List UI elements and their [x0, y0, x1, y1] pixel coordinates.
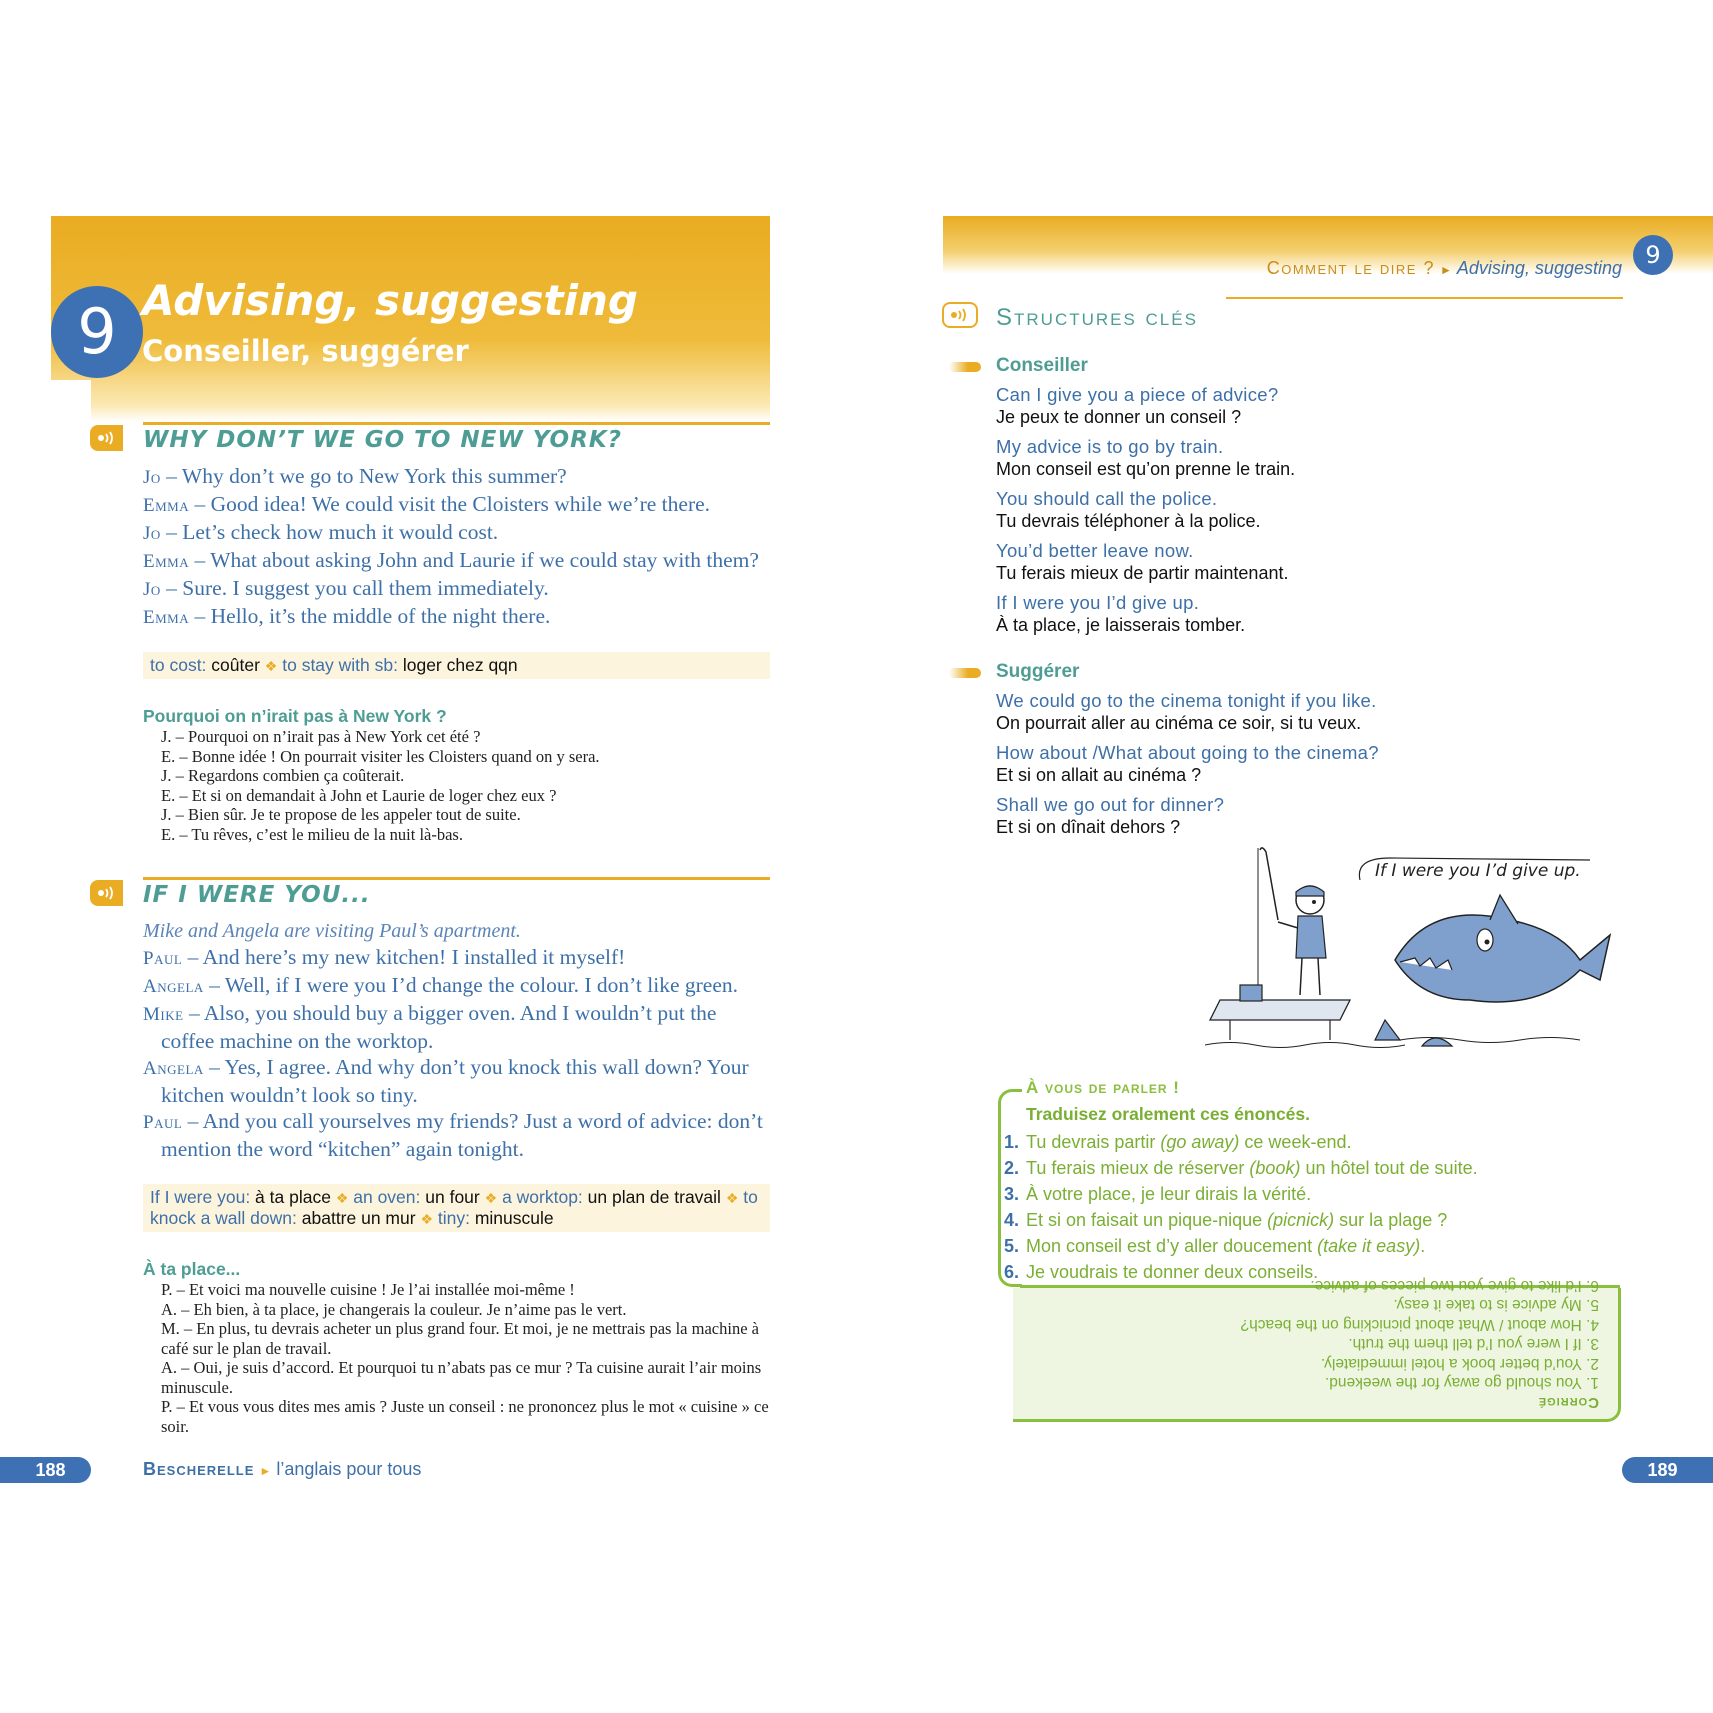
phrase-item: Can I give you a piece of advice? Je peux te donner un conseil ? [996, 384, 1279, 427]
phrase-item: We could go to the cinema tonight if you like. On pourrait aller au cinéma ce soir, si tu veux. [996, 690, 1377, 733]
translation-title: À ta place... [143, 1259, 241, 1279]
exercise-item: 3. À votre place, je leur dirais la vérité. [1004, 1184, 1312, 1204]
bullet-icon [949, 668, 981, 678]
exercise-item: 2. Tu ferais mieux de réserver (book) un hôtel tout de suite. [1004, 1158, 1478, 1178]
section-divider [143, 877, 770, 880]
answer-item: 6. I’d like to give you two pieces of advice. [1310, 1277, 1599, 1294]
exercise-instruction: Traduisez oralement ces énoncés. [1026, 1104, 1311, 1124]
dialogue-kitchen [143, 918, 773, 1162]
exercise-title: À vous de parler ! [1026, 1078, 1180, 1097]
group-title: Conseiller [996, 355, 1088, 376]
exercise-item: 5. Mon conseil est d’y aller doucement (take it easy). [1004, 1236, 1426, 1256]
phrase-item: How about /What about going to the cinema? Et si on allait au cinéma ? [996, 742, 1379, 785]
dialogue-line: Angela – Yes, I agree. And why don’t you knock this wall down? Your kitchen wouldn’t look so tiny. [143, 1055, 749, 1107]
answer-key [1013, 1277, 1621, 1422]
diamond-icon: ❖ [264, 658, 278, 674]
phrase-item: You’d better leave now. Tu ferais mieux de partir maintenant. [996, 540, 1289, 583]
page-number: 189 [1622, 1457, 1713, 1483]
dialogue-line: Jo – Why don’t we go to New York this summer? [143, 464, 567, 488]
diamond-icon: ❖ [335, 1190, 349, 1206]
phrase-list [996, 689, 1656, 845]
exercise-list [1004, 1129, 1644, 1285]
vocab-box: If I were you: à ta place ❖ an oven: un four ❖ a worktop: un plan de travail ❖ to knock a wall down: abattre un mur ❖ tiny: minuscule [143, 1184, 770, 1232]
page-number: 188 [0, 1457, 91, 1483]
vocab-box: to cost: coûter ❖ to stay with sb: loger chez qqn [143, 652, 770, 679]
answer-item: 4. How about / What about picnicking on the beach? [1240, 1316, 1599, 1333]
section-heading: IF I WERE YOU... [143, 882, 371, 908]
answer-key-label: Corrigé [1537, 1394, 1599, 1411]
translation-block: J. – Pourquoi on n’irait pas à New York cet été ? E. – Bonne idée ! On pourrait visiter les Cloisters quand on y sera. J. – Regardons combien ça coûterait. E. – Et si on demandait à John et Laurie de loger chez eux ? J. – Bien sûr. Je te propose de les appeler tout de suite. E. – Tu rêves, c’est le milieu de la nuit là-bas. [161, 727, 600, 844]
bullet-icon [949, 362, 981, 372]
exercise-item: 6. Je voudrais te donner deux conseils. [1004, 1262, 1319, 1282]
chapter-number-badge: 9 [51, 286, 143, 378]
dialogue-line: Angela – Well, if I were you I’d change the colour. I don’t like green. [143, 973, 738, 997]
audio-icon[interactable] [942, 302, 978, 328]
dialogue-line: Emma – What about asking John and Laurie if we could stay with them? [143, 548, 759, 572]
dialogue-line: Paul – And here’s my new kitchen! I installed it myself! [143, 945, 626, 969]
phrase-list [996, 383, 1656, 643]
answer-item: 1. You should go away for the weekend. [1324, 1374, 1599, 1392]
exercise-item: 4. Et si on faisait un pique-nique (picnick) sur la plage ? [1004, 1210, 1448, 1230]
audio-icon[interactable] [90, 425, 123, 451]
footer-title: Bescherelle ► l’anglais pour tous [143, 1459, 422, 1479]
translation-title: Pourquoi on n’irait pas à New York ? [143, 706, 447, 726]
diamond-icon: ❖ [725, 1190, 739, 1206]
dialogue-line: Jo – Sure. I suggest you call them immediately. [143, 576, 549, 600]
phrase-item: You should call the police. Tu devrais téléphoner à la police. [996, 488, 1261, 531]
answer-item: 3. If I were you I’d tell them the truth. [1348, 1335, 1599, 1353]
scene-description: Mike and Angela are visiting Paul’s apartment. [143, 920, 521, 942]
answer-item: 5. My advice is to take it easy. [1393, 1296, 1599, 1314]
structures-heading: Structures clés [996, 304, 1198, 331]
dialogue-line: Emma – Hello, it’s the middle of the night there. [143, 604, 551, 628]
audio-icon[interactable] [90, 880, 123, 906]
chapter-subtitle: Conseiller, suggérer [142, 334, 469, 368]
phrase-item: Shall we go out for dinner? Et si on dînait dehors ? [996, 794, 1225, 837]
speech-bubble-text: If I were you I’d give up. [1375, 861, 1581, 881]
cartoon-illustration [1200, 840, 1620, 1070]
answer-item: 2. You’d better book a hotel immediately. [1320, 1355, 1599, 1372]
exercise-item: 1. Tu devrais partir (go away) ce week-end. [1004, 1132, 1352, 1152]
dialogue-line: Mike – Also, you should buy a bigger oven. And I wouldn’t put the coffee machine on the worktop. [143, 1001, 717, 1053]
phrase-item: If I were you I’d give up. À ta place, je laisserais tomber. [996, 592, 1246, 635]
phrase-item: My advice is to go by train. Mon conseil est qu’on prenne le train. [996, 436, 1296, 479]
dialogue-line: Paul – And you call yourselves my friends? Just a word of advice: don’t mention the word “kitchen” again tonight. [143, 1109, 763, 1161]
chapter-title: Advising, suggesting [142, 276, 638, 325]
dialogue-ny [143, 463, 773, 631]
dialogue-line: Jo – Let’s check how much it would cost. [143, 520, 499, 544]
section-heading: WHY DON’T WE GO TO NEW YORK? [143, 427, 622, 453]
translation-block: P. – Et voici ma nouvelle cuisine ! Je l’ai installée moi-même ! A. – Eh bien, à ta place, je changerais la couleur. Je n’aime pas le vert. M. – En plus, tu devrais acheter un plus grand four. Et moi, je ne mettrais pas la machine à café sur le plan de travail. A. – Oui, je suis d’accord. Et pourquoi tu n’abats pas ce mur ? Ta cuisine aurait l’air moins minuscule. P. – Et vous vous dites mes amis ? Juste un conseil : ne prononcez plus le mot « cuisine » ce soir. [161, 1280, 769, 1436]
group-title: Suggérer [996, 661, 1080, 682]
running-head: Comment le dire ? ► Advising, suggesting [1266, 258, 1622, 278]
diamond-icon: ❖ [420, 1211, 433, 1227]
chapter-number-badge: 9 [1633, 235, 1673, 275]
dialogue-line: Emma – Good idea! We could visit the Cloisters while we’re there. [143, 492, 711, 516]
diamond-icon: ❖ [484, 1190, 498, 1206]
section-divider [143, 422, 770, 425]
